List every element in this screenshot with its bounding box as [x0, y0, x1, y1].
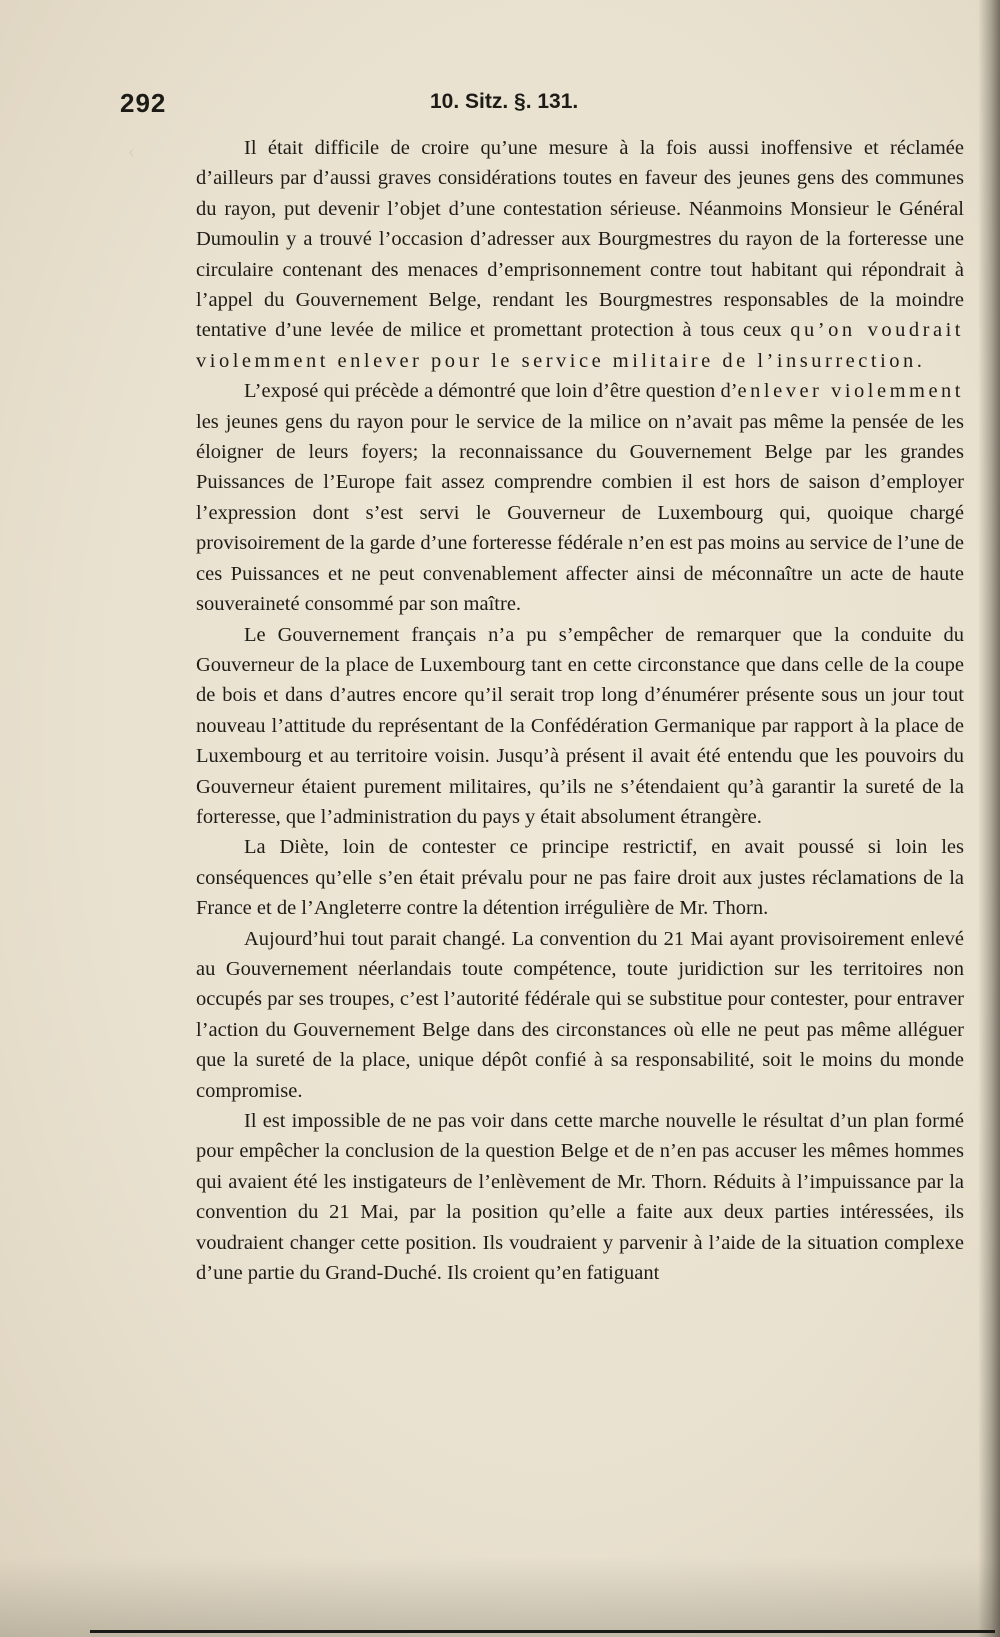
running-head: 10. Sitz. §. 131. [430, 90, 579, 113]
paragraph-3: Le Gouvernement français n’a pu s’empêcher de remarquer que la conduite du Gouverneur de la place de Luxembourg tant en cette circonstance que dans celle de la coupe de bois et dans d’autres encore qu’il serait trop long d’énumérer présente sous un jour tout nouveau l’attitude du représentant de la Confédération Germanique par rapport à la place de Luxembourg et au territoire voisin. Jusqu’à présent il avait été entendu que les pouvoirs du Gouverneur étaient purement militaires, qu’ils ne s’étendaient qu’à garantir la sureté de la forteresse, que l’administration du pays y était absolument étrangère. [196, 623, 964, 828]
paragraph-6: Il est impossible de ne pas voir dans cette marche nouvelle le résultat d’un plan formé pour empêcher la conclusion de la question Belge et de n’en pas accuser les mêmes hommes qui avaient été les instigateurs de l’enlèvement de Mr. Thorn. Réduits à l’impuissance par la convention du 21 Mai, par la position qu’elle a faite aux deux parties intéressées, ils voudraient changer cette position. Ils voudraient y parvenir à l’aide de la situation complexe d’une partie du Grand-Duché. Ils croient qu’en fatiguant [196, 1110, 964, 1285]
paragraph-2-start: L’exposé qui précède a démontré que loin d’être question d’ [244, 380, 738, 403]
page-bottom-shadow [0, 1557, 1000, 1637]
page-header [120, 88, 940, 118]
paragraph-5: Aujourd’hui tout parait changé. La convention du 21 Mai ayant provisoirement enlevé au Gouvernement néerlandais toute compétence, toute juridiction sur les territoires non occupés par ses troupes, c’est l’autorité fédérale qui se substitue pour contester, pour entraver l’action du Gouvernement Belge dans des circonstances où elle ne peut pas même alléguer que la sureté de la place, unique dépôt confié à sa responsabilité, soit le moins du monde compromise. [196, 927, 964, 1102]
page-edge-shadow [978, 0, 1000, 1637]
paragraph-2-spaced-quote: enlever violemment [737, 380, 965, 403]
scan-bottom-edge [90, 1630, 995, 1633]
paragraph-2 [196, 376, 964, 619]
body-text [196, 133, 964, 1288]
paragraph-1-spaced-quote: qu’on voudrait violemment enlever pour le service militaire de l’insurrection. [196, 319, 964, 372]
paragraph-4: La Diète, loin de contester ce principe restrictif, en avait poussé si loin les conséquences qu’elle s’en était prévalu pour ne pas faire droit aux justes réclamations de la France et de l’Angleterre contre la détention irrégulière de Mr. Thorn. [196, 836, 964, 920]
bleed-through-text: ‹ [128, 140, 135, 162]
paragraph-2-rest: les jeunes gens du rayon pour le service de la milice on n’avait pas même la pensée de les éloigner de leurs foyers; la reconnaissance du Gouvernement Belge par les grandes Puissances de l’Europe fait assez comprendre combien il est hors de saison d’employer l’expression dont s’est servi le Gouverneur de Luxembourg qui, quoique chargé provisoirement de la garde d’une forteresse fédérale n’en est pas moins au service de l’une de ces Puissances et ne peut convenablement affecter ainsi de méconnaître un acte de haute souveraineté consommé par son maître. [196, 410, 964, 616]
paragraph-1-text: Il était difficile de croire qu’une mesure à la fois aussi inoffensive et réclamée d’ailleurs par d’aussi graves considérations toutes en faveur des jeunes gens des communes du rayon, put devenir l’objet d’une contestation sérieuse. Néanmoins Monsieur le Général Dumoulin y a trouvé l’occasion d’adresser aux Bourgmestres du rayon de la forteresse une circulaire contenant des menaces d’emprisonnement contre tout habitant qui répondrait à l’appel du Gouvernement Belge, rendant les Bourgmestres responsables de la moindre tentative d’une levée de milice et promettant protection à tous ceux [196, 137, 964, 342]
paragraph-1 [196, 133, 964, 376]
page-number: 292 [120, 88, 167, 118]
